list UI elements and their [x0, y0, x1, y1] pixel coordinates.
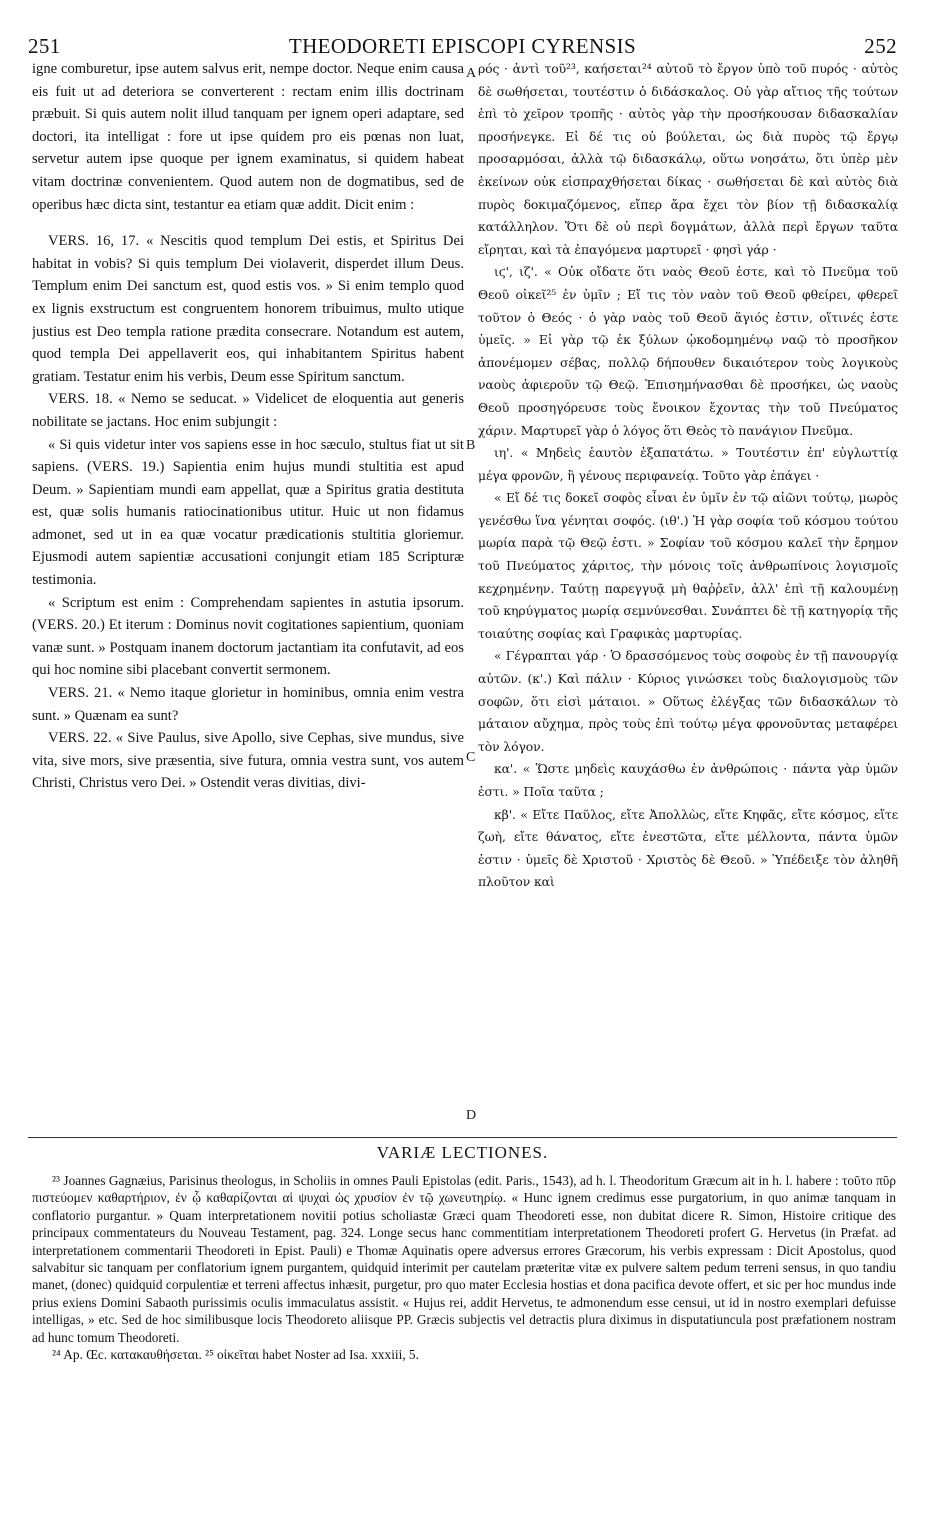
latin-paragraph: VERS. 16, 17. « Nescitis quod templum Dei estis, et Spiritus Dei habitat in vobis? Si quis templum Dei violaverit, disperdet illum Deus. Templum enim Dei sanctum est, quod estis vos. » Si enim templo quod ex lignis exstructum est congruentem honorem tribuimus, multo utique justius est Deo templa ratione prædita consecrare. Notandum est autem, quod templa Dei appellaverit eos, qui inhabitantem Spiritus habent gratiam. Testatur enim his verbis, Deum esse Spiritum sanctum. [32, 233, 464, 385]
greek-paragraph: « Εἴ δέ τις δοκεῖ σοφὸς εἶναι ἐν ὑμῖν ἐν τῷ αἰῶνι τούτῳ, μωρὸς γενέσθω ἵνα γένηται σοφός. (ιθ'.) Ἡ γὰρ σοφία τοῦ κόσμου τούτου μωρία παρὰ τῷ Θεῷ ἐστι. » Σοφίαν τοῦ κόσμου καλεῖ τὴν ἔρημον τοῦ Πνεύματος χάριτος, τὴν μόνοις τοῖς ἀνθρωπίνοις λογισμοῖς κεχρημένην. Ταύτῃ παρεγγυᾷ μὴ θαῤῥεῖν, ἀλλ' ἐπὶ τῇ καλουμένῃ τοῦ κηρύγματος μωρίᾳ σεμνύνεσθαι. Συνάπτει δὲ τῇ κατηγορίᾳ τῆς τοιαύτης σοφίας καὶ Γραφικὰς μαρτυρίας. [478, 490, 898, 641]
running-header [28, 34, 897, 60]
section-divider [28, 1137, 897, 1138]
margin-letter-d: D [466, 1108, 477, 1123]
greek-paragraph: ιη'. « Μηδεὶς ἑαυτὸν ἐξαπατάτω. » Τουτέστιν ἐπ' εὐγλωττίᾳ μέγα φρονῶν, ἢ γένους περιφανείᾳ. Τοῦτο γὰρ ἐπάγει · [478, 445, 898, 483]
footnotes [32, 1172, 896, 1532]
latin-paragraph: VERS. 21. « Nemo itaque glorietur in hominibus, omnia enim vestra sunt. » Quænam ea sunt? [32, 685, 464, 724]
latin-paragraph: « Si quis videtur inter vos sapiens esse in hoc sæculo, stultus fiat ut sit sapiens. (VERS. 19.) Sapientia enim hujus mundi stultitia est apud Deum. » Sapientiam mundi eam appellat, quæ a Spiritus gratia destituta est, quæ solis humanis ratiocinationibus utitur. Huic ut non fidamus admonet, sed ut in ea quæ vocatur prædicationis stultitia gloriemur. Ejusmodi autem sapientiæ accusationi conjungit etiam 185 Scripturæ testimonia. [32, 436, 464, 589]
latin-paragraph: « Scriptum est enim : Comprehendam sapientes in astutia ipsorum. (VERS. 20.) Et iterum : Dominus novit cogitationes sapientium, quoniam vanæ sunt. » Postquam inanem doctorum jactantiam ita confutavit, ad eos qui hoc nomine sibi placebant convertit sermonem. [32, 594, 464, 679]
margin-letter-a: A [466, 66, 477, 81]
page-number-left: 251 [28, 34, 61, 58]
greek-paragraph: « Γέγραπται γάρ · Ὁ δρασσόμενος τοὺς σοφοὺς ἐν τῇ πανουργίᾳ αὐτῶν. (κ'.) Καὶ πάλιν · Κύριος γινώσκει τοὺς διαλογισμοὺς τῶν σοφῶν, ὅτι εἰσὶ μάταιοι. » Οὕτως ἐλέγξας τῶν διδασκάλων τὸ μάταιον αὔχημα, πρὸς τοὺς ἐπὶ τούτῳ μέγα φρονοῦντας μεταφέρει τὸν λόγον. [478, 648, 898, 754]
latin-paragraph: VERS. 18. « Nemo se seducat. » Videlicet de eloquentia aut generis nobilitate se jactans. Hoc enim subjungit : [32, 391, 464, 430]
margin-letter-b: B [466, 438, 476, 453]
variae-lectiones-heading: VARIÆ LECTIONES. [376, 1143, 549, 1162]
margin-letter-c: C [466, 750, 476, 765]
footnote: ²⁴ Ap. Œc. κατακαυθήσεται. ²⁵ οἰκεῖται habet Noster ad Isa. xxxiii, 5. [52, 1347, 419, 1363]
page-number-right: 252 [864, 34, 897, 58]
greek-paragraph: ρός · ἀντὶ τοῦ²³, καήσεται²⁴ αὐτοῦ τὸ ἔργον ὑπὸ τοῦ πυρός · αὐτὸς δὲ σωθήσεται, τουτέστιν ὁ διδάσκαλος. Οὐ γὰρ αἴτιος τῆς τούτων ἐπὶ τὸ χεῖρον τροπῆς · αὐτὸς γὰρ τὴν προσήκουσαν διδασκαλίαν προσήνεγκε. Εἰ δέ τις οὐ βούλεται, ὡς διὰ πυρὸς τῷ ἔργῳ προσαρμόσαι, ἀλλὰ τῷ διδασκάλῳ, οὕτω νοησάτω, ὅτι ὑπὲρ μὲν ἐκείνων οὐκ εἰσπραχθήσεται δίκας · σωθήσεται δὲ καὶ αὐτὸς διὰ πυρὸς δοκιμαζόμενος, εἴπερ ἄρα ἔχει τὸν βίον τῇ διδασκαλίᾳ κατάλληλον. Ὅτι δὲ οὐ περὶ δογμάτων, ἀλλὰ περὶ ἔργων ταῦτα εἴρηται, καὶ τὰ ἐπαγόμενα μαρτυρεῖ · φησὶ γάρ · [478, 61, 898, 257]
running-title: THEODORETI EPISCOPI CYRENSIS [288, 34, 637, 58]
footnote: ²³ Joannes Gagnæius, Parisinus theologus, in Scholiis in omnes Pauli Epistolas (edit. Paris., 1543), ad h. l. Theodoritum Græcum ait in h. l. habere : τοῦτο πῦρ πιστεύομεν καθαρτήριον, ἐν ᾧ καθαρίζονται αἱ ψυχαὶ ὡς χρυσίον ἐν τῷ χωνευτηρίῳ. « Hunc ignem credimus esse purgatorium, in quo animæ tanquam in conflatorio purgantur. » Quam interpretationem novitii potius scholiastæ Græci quam Theodoreti esse, non dubitat dicere R. Simon, Histoire critique des principaux commentateurs du Nouveau Testament, pag. 324. Longe secus hanc commentitiam interpretationem Theodoreti profert G. Hervetus (in Præfat. ad interpretationem commentarii Theodoreti in Epist. Pauli) e Thomæ Aquinatis opere adversus errores Græcorum, his verbis expressam : Dicit Apostolus, quod salvabitur sic tanquam per conflatorium ignem purgantem, quidquid interimit per cautelam præteritæ vitæ ex pulvere saltem pedum terreni sensus, in quo tandiu manet, (donec) quidquid corpulentiæ et terreni affectus inhæsit, purgetur, pro quo mater Ecclesia hostias et dona pacifica devote offert, et sic per hoc mundus inde prius exiens Domini Sabaoth purissimis oculis immaculatus assistit. « Hujus rei, addit Hervetus, te admonendum esse censui, ut id in nostro exemplari defuisse intelligas, » etc. Sed de hoc similibusque locis Theodoreto aliisque PP. Græcis subjectis vel detractis plura diximus in disputatiuncula post præfationem nostram ad hunc tomum Theodoreti. [32, 1173, 896, 1345]
latin-column [32, 58, 464, 1138]
latin-paragraph: igne comburetur, ipse autem salvus erit, nempe doctor. Neque enim causa eis fuit ut ad deteriora se converterent : rectam enim illis doctrinam præbuit. Si quis autem nolit illud tanquam per ignem operi adaptare, sed doctori, ita intelligat : fore ut ipse quidem pro eis pœnas non luat, servetur autem ipse quoque per ignem examinatus, si quidem habeat vitam doctrinæ convenientem. Quod autem non de dogmatibus, sed de operibus hæc dicta sint, testantur ea etiam quæ addit. Dicit enim : [32, 61, 464, 213]
greek-column [478, 58, 898, 1138]
greek-paragraph: ιϛ', ιζ'. « Οὐκ οἴδατε ὅτι ναὸς Θεοῦ ἐστε, καὶ τὸ Πνεῦμα τοῦ Θεοῦ οἰκεῖ²⁵ ἐν ὑμῖν ; Εἴ τις τὸν ναὸν τοῦ Θεοῦ φθείρει, φθερεῖ τοῦτον ὁ Θεός · ὁ γὰρ ναὸς τοῦ Θεοῦ ἅγιός ἐστιν, οἵτινές ἐστε ὑμεῖς. » Εἰ γὰρ τῷ ἐκ ξύλων ᾠκοδομημένῳ ναῷ τὸ προσῆκον ἀπονέμομεν σέβας, πολλῷ δήπουθεν δικαιότερον τοὺς λογικοὺς ναοὺς ἀφιεροῦν τῷ Θεῷ. Ἐπισημήνασθαι δὲ προσήκει, ὡς ναοὺς Θεοῦ προσηγόρευσε τοὺς ἔνοικον ἔχοντας τὴν τοῦ Πνεύματος χάριν. Μαρτυρεῖ γὰρ ὁ λόγος ὅτι Θεὸς τὸ πανάγιον Πνεῦμα. [478, 264, 898, 438]
greek-paragraph: κα'. « Ὥστε μηδεὶς καυχάσθω ἐν ἀνθρώποις · πάντα γὰρ ὑμῶν ἐστι. » Ποῖα ταῦτα ; [478, 761, 898, 799]
greek-paragraph: κβ'. « Εἴτε Παῦλος, εἴτε Ἀπολλὼς, εἴτε Κηφᾶς, εἴτε κόσμος, εἴτε ζωὴ, εἴτε θάνατος, εἴτε ἐνεστῶτα, εἴτε μέλλοντα, πάντα ὑμῶν ἐστιν · ὑμεῖς δὲ Χριστοῦ · Χριστὸς δὲ Θεοῦ. » Ὑπέδειξε τὸν ἀληθῆ πλοῦτον καὶ [478, 806, 898, 890]
latin-paragraph: VERS. 22. « Sive Paulus, sive Apollo, sive Cephas, sive mundus, sive vita, sive mors, sive præsentia, sive futura, omnia vestra sunt, vos autem Christi, Christus vero Dei. » Ostendit veras divitias, divi- [32, 730, 464, 792]
